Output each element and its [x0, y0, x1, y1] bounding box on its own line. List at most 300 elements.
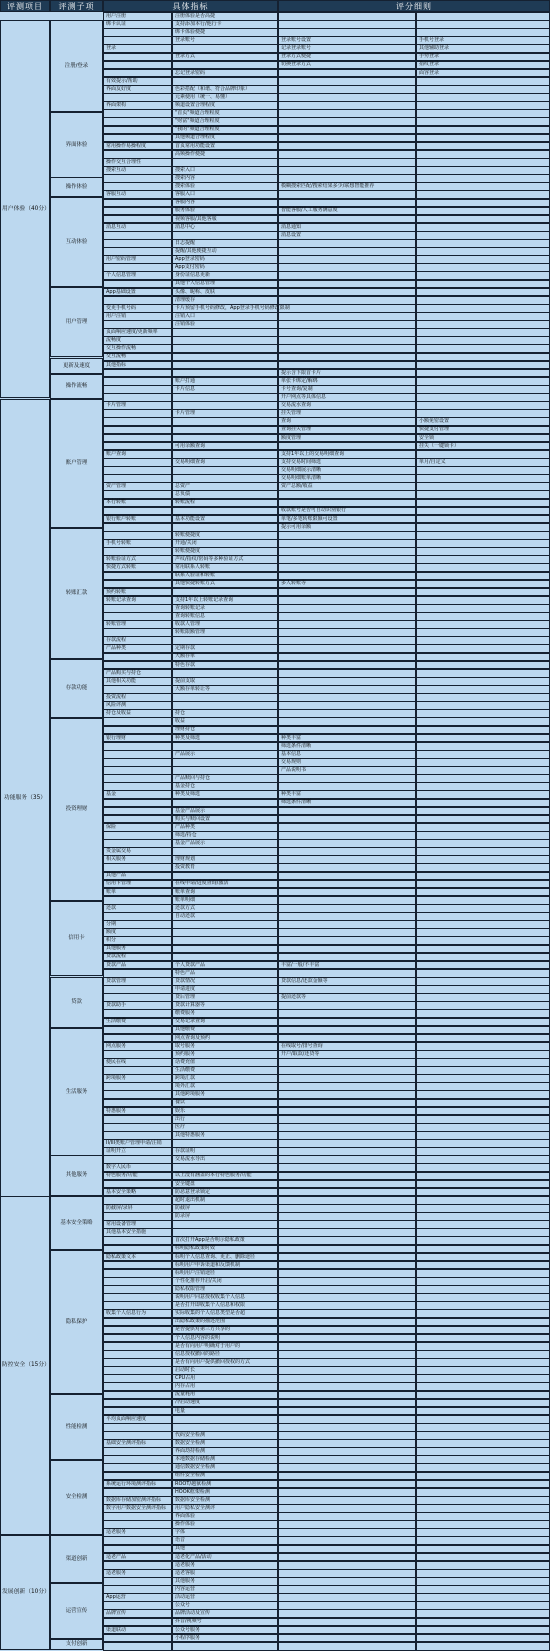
- subitem-cell: 性能检测: [50, 1394, 103, 1460]
- rule-extra-cell: [416, 1642, 550, 1651]
- indicator-cell: 生活缴费: [103, 1018, 172, 1027]
- rule-cell: 交易明细账单清晰: [278, 474, 416, 483]
- indicator-cell: 转账管理: [103, 620, 172, 629]
- subitem-cell: 运营宣传: [50, 1583, 103, 1639]
- indicator-cell: 系统运行环境测评指标: [103, 1480, 172, 1489]
- detail-cell: 出行: [172, 1115, 278, 1124]
- rule-cell: 登录方式便捷: [278, 53, 416, 62]
- rule-cell: 交易流水查询: [278, 401, 416, 410]
- indicator-cell: 绑卡认证: [103, 20, 172, 29]
- indicator-cell: 其他服务: [103, 945, 172, 954]
- rule-extra-cell: 面容登录: [416, 69, 550, 78]
- rule-extra-cell: 手势登录: [416, 53, 550, 62]
- indicator-cell: 界面友好度: [103, 85, 172, 94]
- rule-cell: 筛选条件清晰: [278, 742, 416, 751]
- detail-cell: 购买与赎回设置: [172, 815, 278, 824]
- detail-cell: "我的"频道合理程度: [172, 126, 278, 135]
- detail-cell: 大额存单转让等: [172, 685, 278, 694]
- subitem-cell: 隐私保护: [50, 1250, 103, 1394]
- detail-cell: 其他快捷转账方式: [172, 580, 278, 589]
- detail-cell: 交易流水导出: [172, 1155, 278, 1164]
- detail-cell: 公众号服务: [172, 1626, 278, 1635]
- indicator-cell: 消息互动: [103, 223, 172, 232]
- category-cell: 发展创新（10分）: [0, 1535, 50, 1650]
- rule-cell: 登录账号设置: [278, 36, 416, 45]
- indicator-cell: 登录: [103, 44, 172, 53]
- rule-cell: 贷款信息/还款金额等: [278, 977, 416, 986]
- indicator-cell: 界面架构: [103, 101, 172, 110]
- detail-cell: 高频操作便捷: [172, 150, 278, 159]
- detail-cell: HOOK框架检测: [172, 1488, 278, 1497]
- detail-cell: 理财规划: [172, 855, 278, 864]
- detail-cell: 话费充值: [172, 1058, 278, 1067]
- detail-cell: 身份证信息更新: [172, 271, 278, 280]
- rule-extra-cell: 手机号登录: [416, 36, 550, 45]
- indicator-cell: 品牌宣传: [103, 1609, 172, 1618]
- indicator-cell: 渠道联动: [103, 1626, 172, 1635]
- indicator-cell: 跨境服务: [103, 1074, 172, 1083]
- detail-cell: 交易记录查询: [172, 1018, 278, 1027]
- detail-cell: 提前支取: [172, 677, 278, 686]
- detail-cell: 公众号: [172, 1601, 278, 1610]
- detail-cell: 注册体验是否高捷: [172, 12, 278, 21]
- rule-cell: 开户网点等具体信息: [278, 393, 416, 402]
- rule-cell: 单笔/多笔转账限额可设置: [278, 515, 416, 524]
- detail-cell: 清理缓存: [172, 296, 278, 305]
- detail-cell: 客服内容: [172, 199, 278, 208]
- subitem-cell: 贷款: [50, 977, 103, 1028]
- detail-cell: 定期存款: [172, 644, 278, 653]
- detail-cell: 启动时长: [172, 1366, 278, 1375]
- detail-cell: 服务体验: [172, 207, 278, 216]
- detail-cell: 取号服务: [172, 1042, 278, 1051]
- detail-cell: 其他频道合理程度: [172, 134, 278, 143]
- detail-cell: 电量: [172, 1407, 278, 1416]
- detail-cell: 数据库安全检测: [172, 1496, 278, 1505]
- rule-cell: 支持交易时间筛选: [278, 458, 416, 467]
- indicator-cell: 还款: [103, 904, 172, 913]
- indicator-cell: 贷款管理: [103, 977, 172, 986]
- header-cell: 评测子项: [50, 0, 103, 12]
- header-cell: 具体指标: [103, 0, 278, 12]
- indicator-cell: 交互流畅: [103, 353, 172, 362]
- indicator-cell: 网点服务: [103, 1042, 172, 1051]
- rule-cell: 消息通知: [278, 223, 416, 232]
- indicator-cell: 信用卡管理: [103, 880, 172, 889]
- indicator-cell: 用户密码管理: [103, 255, 172, 264]
- indicator-cell: 卡片管理: [103, 401, 172, 410]
- subitem-cell: 安全检测: [50, 1460, 103, 1535]
- indicator-cell: 产品购买与持仓: [103, 669, 172, 678]
- detail-cell: 其他服务: [172, 1577, 278, 1586]
- detail-cell: 实际收集的个人信息类型是否超: [172, 1309, 278, 1318]
- detail-cell: 其他: [172, 1545, 278, 1554]
- indicator-cell: 证明开立: [103, 1147, 172, 1156]
- detail-cell: 跨境汇款: [172, 1074, 278, 1083]
- subitem-cell: 基本安全策略: [50, 1196, 103, 1250]
- detail-cell: 防恶意登录锁定: [172, 1188, 278, 1197]
- indicator-cell: 转账记录查询: [103, 596, 172, 605]
- detail-cell: 是否有向用户明确对于用户的: [172, 1342, 278, 1351]
- detail-cell: 缴费服务: [172, 1009, 278, 1018]
- detail-cell: 转账便捷度: [172, 547, 278, 556]
- detail-cell: 特色产品: [172, 969, 278, 978]
- detail-cell: 医疗: [172, 1123, 278, 1132]
- detail-cell: 是否有向用户提供撤回授权的方式: [172, 1358, 278, 1367]
- indicator-cell: 平均页面响应速度: [103, 1415, 172, 1424]
- indicator-cell: 本行转账: [103, 499, 172, 508]
- category-cell: 功能服务（35）: [0, 399, 50, 1197]
- rule-cell: 丰富/一般/不丰富: [278, 961, 416, 970]
- indicator-cell: 适老产品: [103, 1553, 172, 1562]
- detail-cell: 产品赎回与持仓: [172, 774, 278, 783]
- indicator-cell: 个人信息管理: [103, 271, 172, 280]
- indicator-cell: 数字用户数据安全测评指标: [103, 1504, 172, 1513]
- detail-cell: 标明用户申诉渠道和反馈机制: [172, 1261, 278, 1270]
- rule-extra-cell: 其他辅助登录: [416, 44, 550, 53]
- indicator-cell: 其他指标: [103, 361, 172, 370]
- rule-extra-cell: 小额免密设置: [416, 417, 550, 426]
- indicator-cell: 特惠服务: [103, 1107, 172, 1116]
- indicator-cell: 数字人民币: [103, 1163, 172, 1172]
- detail-cell: 适老客服: [172, 1569, 278, 1578]
- detail-cell: 交易明细查询: [172, 458, 278, 467]
- indicator-cell: 用户注册: [103, 12, 172, 21]
- indicator-cell: 操作交互合理性: [103, 158, 172, 167]
- detail-cell: 界面劫持检测: [172, 1447, 278, 1456]
- indicator-cell: 其他相关功能: [103, 677, 172, 686]
- indicator-cell: 常用设备管理: [103, 1220, 172, 1229]
- detail-cell: 个人贷款产品: [172, 961, 278, 970]
- rule-cell: 筛选条件清晰: [278, 799, 416, 808]
- subitem-cell: 操作体验: [50, 177, 103, 197]
- detail-cell: 生活缴费: [172, 1066, 278, 1075]
- detail-cell: 说明用户同意授权收集个人信息: [172, 1293, 278, 1302]
- detail-cell: 理财持仓: [172, 726, 278, 735]
- rule-cell: 开户/取款/还贷等: [278, 1050, 416, 1059]
- detail-cell: 用户隐私安全测评: [172, 1504, 278, 1513]
- detail-cell: 内存占用: [172, 1382, 278, 1391]
- detail-cell: 卡片管理: [172, 409, 278, 418]
- detail-cell: 搜索体验: [172, 182, 278, 191]
- detail-cell: 出隐私政策的描述范围: [172, 1318, 278, 1327]
- indicator-cell: 转账验证方式: [103, 555, 172, 564]
- rule-cell: 支持1年以上的交易明细查询: [278, 450, 416, 459]
- detail-cell: CPU占用: [172, 1374, 278, 1383]
- detail-cell: 标明用户注销途径: [172, 1269, 278, 1278]
- detail-cell: 支持添加本行/他行卡: [172, 20, 278, 29]
- indicator-cell: 预约转账: [103, 588, 172, 597]
- detail-cell: 贷款计算器等: [172, 1001, 278, 1010]
- detail-cell: App登录密码: [172, 255, 278, 264]
- indicator-cell: 保险: [103, 823, 172, 832]
- detail-cell: 品牌活动及宣传: [172, 1609, 278, 1618]
- detail-cell: 注销体验: [172, 320, 278, 329]
- detail-cell: 特色存款: [172, 661, 278, 670]
- indicator-cell: 防截屏/录屏: [103, 1204, 172, 1213]
- rule-extra-cell: 快捷支付管理: [416, 426, 550, 435]
- rule-cell: 多人转账等: [278, 580, 416, 589]
- subitem-cell: 更新及速度: [50, 358, 103, 374]
- indicator-cell: 搜索互动: [103, 166, 172, 175]
- detail-cell: [172, 1642, 278, 1651]
- subitem-cell: 转账汇款: [50, 528, 103, 659]
- detail-cell: 个性化推荐开启/关闭: [172, 1277, 278, 1286]
- indicator-cell: 隐私政策文本: [103, 1253, 172, 1262]
- detail-cell: 种类及筛选: [172, 734, 278, 743]
- detail-cell: 可用余额查询: [172, 442, 278, 451]
- category-cell: 防控安全（15分）: [0, 1196, 50, 1535]
- detail-cell: "首页"频道合理程度: [172, 109, 278, 118]
- indicator-cell: 银行理财: [103, 734, 172, 743]
- detail-cell: 首页常用功能设置: [172, 142, 278, 151]
- rule-cell: 切换登录方式: [278, 61, 416, 70]
- indicator-cell: [103, 1642, 172, 1651]
- detail-cell: 基本功能设置: [172, 515, 278, 524]
- detail-cell: 是否提供对第三方共享的: [172, 1326, 278, 1335]
- detail-cell: 总资产: [172, 482, 278, 491]
- detail-cell: 卡片预留手机号码修改，App登录手机号码修改限制: [172, 304, 278, 313]
- detail-cell: 头像、昵称、皮肤: [172, 288, 278, 297]
- detail-cell: 忘记登录密码: [172, 69, 278, 78]
- detail-cell: 本地数据存储检测: [172, 1455, 278, 1464]
- detail-cell: 登录方式: [172, 53, 278, 62]
- detail-cell: 预约服务: [172, 1050, 278, 1059]
- detail-cell: 代码安全检测: [172, 1431, 278, 1440]
- detail-cell: 安全键盘: [172, 1180, 278, 1189]
- detail-cell: 小程序服务: [172, 1634, 278, 1643]
- detail-cell: 大额存单: [172, 653, 278, 662]
- indicator-cell: 手机号转账: [103, 539, 172, 548]
- detail-cell: 信息授权撤回的路径: [172, 1350, 278, 1359]
- indicator-cell: 特色服务/功能: [103, 1172, 172, 1181]
- detail-cell: 客服入口: [172, 190, 278, 199]
- detail-cell: 账单明细: [172, 896, 278, 905]
- detail-cell: 搜索内容: [172, 174, 278, 183]
- rule-extra-cell: 指纹登录: [416, 61, 550, 70]
- subitem-cell: 渠道创新: [50, 1535, 103, 1583]
- detail-cell: 内容运营: [172, 1585, 278, 1594]
- indicator-cell: 额度: [103, 928, 172, 937]
- indicator-cell: 风险评测: [103, 701, 172, 710]
- detail-cell: 提醒/其他便捷互动: [172, 247, 278, 256]
- rule-cell: 查询: [278, 417, 416, 426]
- subitem-cell: 支付创新: [50, 1639, 103, 1650]
- indicator-cell: 资产管理: [103, 482, 172, 491]
- detail-cell: 娱乐: [172, 1107, 278, 1116]
- detail-cell: 声纹/指纹/密码等多种验证方式: [172, 555, 278, 564]
- detail-cell: 开通/关闭: [172, 539, 278, 548]
- detail-cell: 总负债: [172, 490, 278, 499]
- detail-cell: 消息中心: [172, 223, 278, 232]
- rule-cell: 种类丰富: [278, 734, 416, 743]
- subitem-cell: 账户管理: [50, 399, 103, 528]
- indicator-cell: 页面响应速度/更新频率: [103, 328, 172, 337]
- detail-cell: ROOT/越狱检测: [172, 1480, 278, 1489]
- detail-cell: 数据安全检测: [172, 1439, 278, 1448]
- detail-cell: 常用联系人转账: [172, 563, 278, 572]
- detail-cell: 标明个人信息查询、更正、删除途径: [172, 1253, 278, 1262]
- indicator-cell: 银行账户转账: [103, 515, 172, 524]
- indicator-cell: 贷款助手: [103, 1001, 172, 1010]
- detail-cell: 贷后管理: [172, 993, 278, 1002]
- indicator-cell: 交互操作流畅: [103, 344, 172, 353]
- indicator-cell: App基础设置: [103, 288, 172, 297]
- detail-cell: 餐饮: [172, 1099, 278, 1108]
- indicator-cell: 适老服务: [103, 1569, 172, 1578]
- rule-cell: 查询挂失管理: [278, 426, 416, 435]
- rule-cell: 基本信息: [278, 750, 416, 759]
- detail-cell: 适老服务: [172, 1561, 278, 1570]
- detail-cell: 字体: [172, 1528, 278, 1537]
- detail-cell: 基金产品展示: [172, 807, 278, 816]
- indicator-cell: 快捷方式转账: [103, 563, 172, 572]
- detail-cell: 适老化产品/活动: [172, 1553, 278, 1562]
- detail-cell: 卡片信息: [172, 385, 278, 394]
- detail-cell: 其他缴费: [172, 1026, 278, 1035]
- indicator-cell: 持仓及收益: [103, 709, 172, 718]
- detail-cell: 收益: [172, 717, 278, 726]
- indicator-cell: 相关服务: [103, 855, 172, 864]
- detail-cell: 是否打开即收集个人信息和权限: [172, 1301, 278, 1310]
- indicator-cell: 有效提示/帮助: [103, 77, 172, 86]
- detail-cell: 其他个人信息管理: [172, 280, 278, 289]
- indicator-cell: 分期: [103, 920, 172, 929]
- indicator-cell: 客服互动: [103, 190, 172, 199]
- detail-cell: 搜索入口: [172, 166, 278, 175]
- detail-cell: 账单查询: [172, 888, 278, 897]
- indicator-cell: 基本安全策略: [103, 1188, 172, 1197]
- subitem-cell: 互动体验: [50, 197, 103, 287]
- rule-cell: 种类丰富: [278, 790, 416, 799]
- detail-cell: 色彩搭配（和谐、符合品牌印象）: [172, 85, 278, 94]
- rule-cell: 记录登录账号: [278, 44, 416, 53]
- rule-cell: 产品说明书: [278, 766, 416, 775]
- rule-cell: 卡号查询/复制: [278, 385, 416, 394]
- rule-cell: 交易明细展示清晰: [278, 466, 416, 475]
- detail-cell: 界面体验: [172, 1512, 278, 1521]
- detail-cell: 冷启动速度: [172, 1399, 278, 1408]
- subitem-cell: 存款功能: [50, 659, 103, 718]
- detail-cell: 登录账号: [172, 36, 278, 45]
- indicator-cell: 适老服务: [103, 1528, 172, 1537]
- indicator-cell: 便民在线: [103, 1058, 172, 1067]
- subitem-cell: 注册/登录: [50, 20, 103, 112]
- detail-cell: 在线申请/进度查询/激活: [172, 880, 278, 889]
- rule-cell: 提前还款等: [278, 993, 416, 1002]
- subitem-cell: 其他服务: [50, 1155, 103, 1196]
- header-cell: 评分细则: [278, 0, 550, 12]
- indicator-cell: App运营: [103, 1593, 172, 1602]
- detail-cell: 元素使用（统一、易懂）: [172, 93, 278, 102]
- rule-cell: 智能客服/人工服务满意度: [278, 207, 416, 216]
- detail-cell: 其他特惠服务: [172, 1131, 278, 1140]
- detail-cell: "财富"频道合理程度: [172, 117, 278, 126]
- detail-cell: 通信数据安全检测: [172, 1463, 278, 1472]
- detail-cell: 绑卡体验便捷: [172, 28, 278, 37]
- detail-cell: 查询转账记录: [172, 604, 278, 613]
- indicator-cell: 投资流程: [103, 693, 172, 702]
- header-cell: 评测项目: [0, 0, 50, 12]
- detail-cell: 语音: [172, 1536, 278, 1545]
- detail-cell: 活动运营: [172, 1593, 278, 1602]
- rule-cell: 资产总额/收益: [278, 482, 416, 491]
- detail-cell: 其他跨境服务: [172, 1090, 278, 1099]
- indicator-cell: 账单: [103, 888, 172, 897]
- indicator-cell: II/III类账户管理申请/注销: [103, 1139, 172, 1148]
- detail-cell: 产品种类: [172, 823, 278, 832]
- indicator-cell: 贵金属交易: [103, 847, 172, 856]
- detail-cell: 组件安全检测: [172, 1472, 278, 1481]
- subitem-cell: 操作流畅: [50, 374, 103, 399]
- detail-cell: 网点查询及预约: [172, 1034, 278, 1043]
- detail-cell: 产品展示: [172, 750, 278, 759]
- detail-cell: 基金持仓: [172, 782, 278, 791]
- indicator-cell: 贷款流程: [103, 953, 172, 962]
- indicator-cell: 产品种类: [103, 644, 172, 653]
- subitem-cell: 生活服务: [50, 1028, 103, 1156]
- detail-cell: 标明隐私政策时效: [172, 1245, 278, 1254]
- indicator-cell: 存款流程: [103, 636, 172, 645]
- indicator-cell: 基金: [103, 790, 172, 799]
- detail-cell: 日志提醒: [172, 239, 278, 248]
- detail-cell: App支付密码: [172, 263, 278, 272]
- indicator-cell: 其他产品: [103, 872, 172, 881]
- rule-cell: 收款账号是否可自动识别银行: [278, 507, 416, 516]
- detail-cell: 操作体验: [172, 1520, 278, 1529]
- detail-cell: 种类及筛选: [172, 790, 278, 799]
- detail-cell: 支持1年以上转账记录查询: [172, 596, 278, 605]
- rule-cell: 交易规则: [278, 758, 416, 767]
- rule-cell: 提示可用余额: [278, 523, 416, 532]
- indicator-cell: 用户注销: [103, 312, 172, 321]
- detail-cell: 境外汇款: [172, 1082, 278, 1091]
- subitem-cell: 用户管理: [50, 287, 103, 357]
- rule-cell: [278, 1642, 416, 1651]
- category-cell: 用户体验（40分）: [0, 20, 50, 398]
- detail-cell: 自动还款: [172, 912, 278, 921]
- indicator-cell: 基础安全测评指标: [103, 1439, 172, 1448]
- detail-cell: 基金产品展示: [172, 839, 278, 848]
- subitem-cell: 界面体验: [50, 112, 103, 178]
- detail-cell: 筛选/持仓: [172, 831, 278, 840]
- detail-cell: 持仓: [172, 709, 278, 718]
- rule-cell: 消息设置: [278, 231, 416, 240]
- detail-cell: 收款人管理: [172, 620, 278, 629]
- rule-cell: 单张卡绑定/解绑: [278, 377, 416, 386]
- indicator-cell: 变更手机号码: [103, 304, 172, 313]
- detail-cell: 转账流程: [172, 499, 278, 508]
- detail-cell: 投资教育: [172, 863, 278, 872]
- detail-cell: 还款方式: [172, 904, 278, 913]
- rule-cell: 在线取号/排号查询: [278, 1042, 416, 1051]
- detail-cell: 转账限额管理: [172, 628, 278, 637]
- indicator-cell: 其他基本安全措施: [103, 1228, 172, 1237]
- detail-cell: 以上没有涵盖的本行特色服务/功能: [172, 1172, 278, 1181]
- detail-cell: 贷款情况: [172, 977, 278, 986]
- indicator-cell: 贷款产品: [103, 961, 172, 970]
- rule-cell: 挂失管理: [278, 409, 416, 418]
- subitem-cell: 投资理财: [50, 718, 103, 901]
- detail-cell: 视频客服/其他客服: [172, 215, 278, 224]
- detail-cell: 账户打通: [172, 377, 278, 386]
- detail-cell: 防录屏: [172, 1212, 278, 1221]
- detail-cell: 流量耗用: [172, 1391, 278, 1400]
- rule-extra-cell: 单月/自定义: [416, 458, 550, 467]
- subitem-cell: 信用卡: [50, 901, 103, 976]
- detail-cell: 个人信息内容的说明: [172, 1334, 278, 1343]
- detail-cell: 频道设置合理程度: [172, 101, 278, 110]
